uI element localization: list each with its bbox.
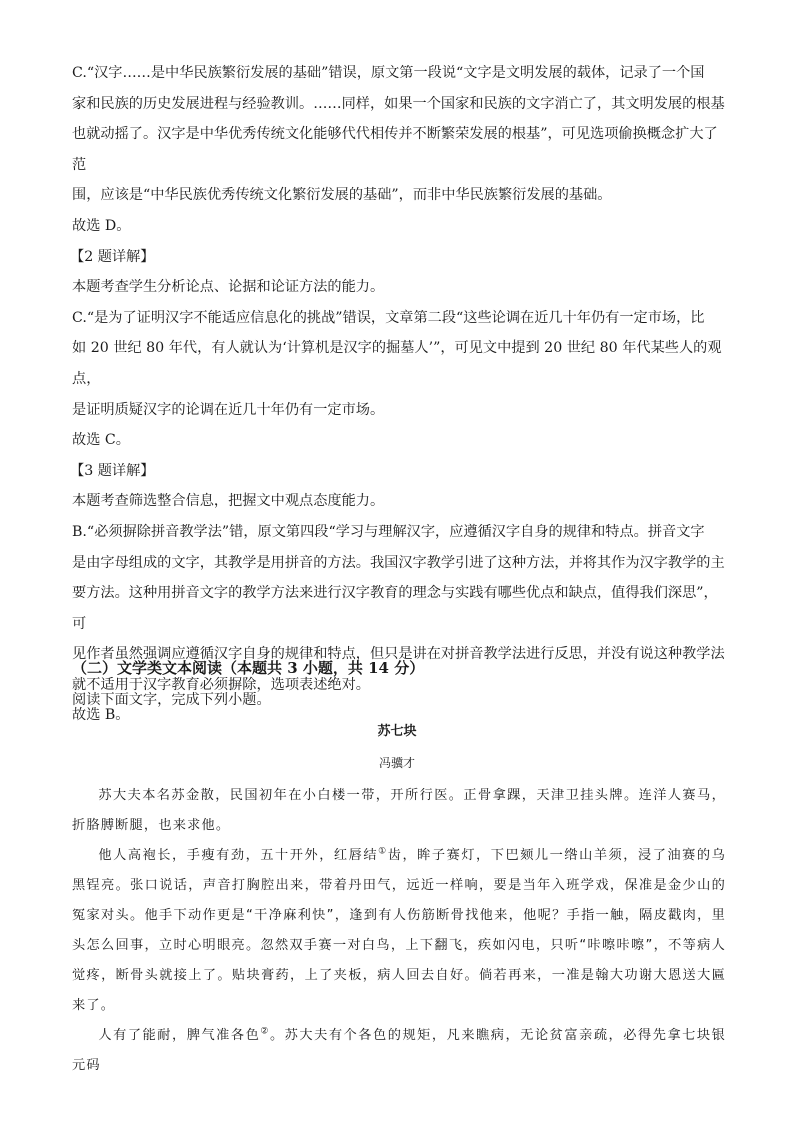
text-line: 要方法。这种用拼音文字的教学方法来进行汉字教育的理念与实践有哪些优点和缺点，值得我们深思”，可 — [72, 585, 718, 632]
section-heading: （二）文学类文本阅读（本题共 3 小题，共 14 分） — [72, 659, 425, 677]
answer-choice: 故选 D。 — [72, 217, 131, 234]
text-line: 也就动摇了。汉字是中华优秀传统文化能够代代相传并不断繁荣发展的根基”，可见选项偷换概念扩大了范 — [72, 126, 718, 173]
text-line: 是由字母组成的文字，其教学是用拼音的方法。我国汉字教学引进了这种方法，并将其作为汉字教学的主 — [72, 554, 725, 571]
footnote-marker: ② — [260, 1026, 270, 1037]
question-2-detail-heading: 【2 题详解】 — [70, 248, 155, 265]
story-author: 冯骥才 — [378, 756, 415, 770]
instruction-text: 阅读下面文字，完成下列小题。 — [72, 692, 271, 708]
paragraph-text: 。苏大夫有个各色的规矩，凡来瞧病，无论贫富亲疏，必得先拿七块银元码 — [72, 1028, 726, 1073]
text-line: C.“汉字……是中华民族繁衍发展的基础”错误，原文第一段说“文字是文明发展的载体，记录了一个国 — [72, 65, 705, 81]
story-paragraph-1: 苏大夫本名苏金散，民国初年在小白楼一带，开所行医。正骨拿踝，天津卫挂头牌。连洋人赛马，折胳膊断腿，也来求他。 — [72, 788, 726, 833]
paragraph-text: 齿，眸子赛灯，下巴颏儿一绺山羊须，浸了油赛的乌黑锃亮。张口说话，声音打胸腔出来，带着丹田气，远近一样响，要是当年入班学戏，保准是金少山的冤家对头。他手下动作更是“干净麻利快”，逢到有人伤筋断骨找他来，他呢？手指一触，隔皮戳肉，里头怎么回事，立时心明眼亮。忽然双手赛一对白鸟，上下翻飞，疾如闪电，只听“咔嚓咔嚓”，不等病人觉疼，断骨头就接上了。贴块膏药，上了夹板，病人回去自好。倘若再来，一准是翰大功谢大恩送大匾来了。 — [72, 848, 726, 1013]
text-line: 见作者虽然强调应遵循汉字自身的规律和特点，但只是讲在对拼音教学法进行反思，并没有说这种教学法 — [72, 646, 725, 663]
text-line: 本题考查学生分析论点、论据和论证方法的能力。 — [72, 279, 385, 296]
paragraph-text: 人有了能耐，脾气准各色 — [98, 1028, 261, 1043]
text-line: 如 20 世纪 80 年代，有人就认为‘计算机是汉字的掘墓人’”，可见文中提到 20 世纪 80 年代某些人的观点， — [72, 340, 722, 387]
text-line: B.“必须摒除拼音教学法”错，原文第四段“学习与理解汉字，应遵循汉字自身的规律和特点。拼音文字 — [72, 523, 705, 540]
footnote-marker: ① — [378, 846, 388, 857]
text-line: C.“是为了证明汉字不能适应信息化的挑战”错误，文章第二段“这些论调在近几十年仍有一定市场，比 — [72, 309, 705, 326]
question-3-detail-heading: 【3 题详解】 — [70, 462, 155, 479]
text-line: 是证明质疑汉字的论调在近几十年仍有一定市场。 — [72, 401, 385, 418]
text-line: 本题考查筛选整合信息，把握文中观点态度能力。 — [72, 493, 385, 510]
story-body — [72, 781, 726, 1081]
answer-choice: 故选 B。 — [72, 707, 130, 724]
story-paragraph-3 — [72, 1021, 726, 1081]
story-paragraph-2 — [72, 841, 726, 1021]
paragraph-text: 他人高袍长，手瘦有劲，五十开外，红唇结 — [98, 848, 379, 863]
text-line: 家和民族的历史发展进程与经验教训。……同样，如果一个国家和民族的文字消亡了，其文明发展的根基 — [72, 95, 725, 112]
story-title: 苏七块 — [377, 724, 417, 739]
answer-explanation-1 — [72, 58, 726, 731]
answer-choice: 故选 C。 — [72, 432, 130, 449]
text-line: 围，应该是“中华民族优秀传统文化繁衍发展的基础”，而非中华民族繁衍发展的基础。 — [72, 187, 612, 204]
text-line: 就不适用于汉字教育必须摒除，选项表述绝对。 — [72, 676, 370, 693]
